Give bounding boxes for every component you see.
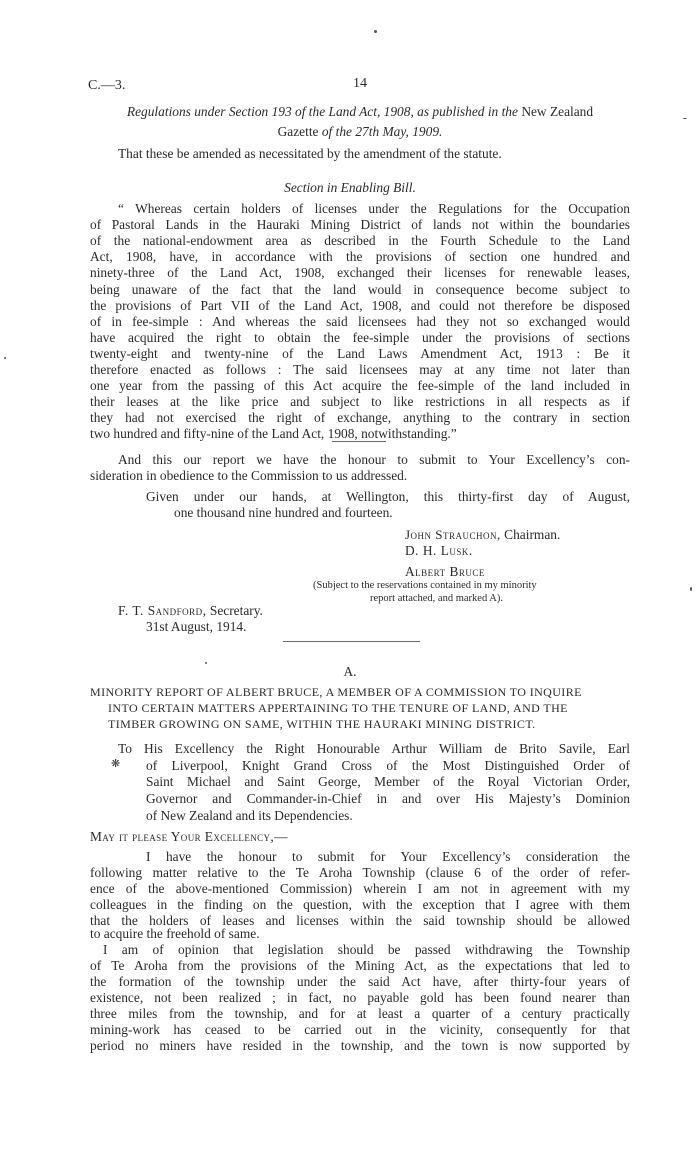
enabling-bill-line: their leases at the like price and subject to like restrictions in all respects as if xyxy=(90,394,630,410)
address-line: of Liverpool, Knight Grand Cross of the Most Distinguished Order of xyxy=(146,757,630,773)
address-line: Saint Michael and Saint George, Member of the Royal Victorian Order, xyxy=(146,774,630,790)
given-under-line2: one thousand nine hundred and fourteen. xyxy=(174,505,393,520)
chairman-name: John Strauchon, xyxy=(405,527,501,542)
minority-title-line2: INTO CERTAIN MATTERS APPERTAINING TO THE TENURE OF LAND, AND THE xyxy=(108,701,568,715)
regulations-heading-roman: New Zealand xyxy=(521,104,594,119)
secretary-name: F. T. Sandford, xyxy=(118,603,207,618)
paragraph-2-line: three miles from the township, and for at least a quarter of a century practically xyxy=(90,1006,630,1021)
scan-speck xyxy=(4,357,6,359)
secretary-title: Secretary. xyxy=(209,603,263,618)
paragraph-1-line: that the holders of leases and licenses within the said township should be allowed xyxy=(90,913,630,928)
enabling-bill-line: they had not exercised the right of exchange, anything to the contrary in section xyxy=(90,410,630,426)
paragraph-1-line: colleagues in the finding on the question, with the exception that I agree with them xyxy=(90,897,630,912)
paragraph-2-line: mining-work has ceased to be carried out in the vicinity, consequently for that xyxy=(90,1022,630,1037)
enabling-bill-line: therefore enacted as follows : The said licensees may at any time not later than xyxy=(90,362,630,377)
reservation-note-line1: (Subject to the reservations contained in my minority xyxy=(313,580,537,591)
secretary-date: 31st August, 1914. xyxy=(146,619,247,634)
report-line1: And this our report we have the honour to submit to Your Excellency’s con- xyxy=(118,452,630,467)
divider-rule-long xyxy=(283,641,420,642)
minority-title-line3: TIMBER GROWING ON SAME, WITHIN THE HAURAKI MINING DISTRICT. xyxy=(108,717,536,731)
paragraph-2-line: period no miners have resided in the township, and the town is now supported by xyxy=(90,1038,630,1053)
scan-speck xyxy=(683,118,687,119)
page-number: 14 xyxy=(353,76,367,91)
salutation: May it please Your Excellency,— xyxy=(90,829,288,844)
gazette-label: Gazette xyxy=(277,124,319,139)
regulations-heading-line2 xyxy=(90,124,630,140)
secretary-line xyxy=(118,603,263,619)
address-line: To His Excellency the Right Honourable Arthur William de Brito Savile, Earl xyxy=(118,741,630,756)
enabling-bill-line: “ Whereas certain holders of licenses under the Regulations for the Occupation xyxy=(118,201,630,216)
minority-title-line1: MINORITY REPORT OF ALBERT BRUCE, A MEMBER OF A COMMISSION TO INQUIRE xyxy=(90,685,582,699)
gazette-date: of the 27th May, 1909. xyxy=(321,124,443,139)
enabling-bill-line: ninety-three of the Land Act, 1908, exchanged their licenses for renewable leases, xyxy=(90,265,630,281)
chairman-title: Chairman. xyxy=(504,527,561,542)
signatory-chairman xyxy=(405,527,560,543)
paragraph-1-last-line: to acquire the freehold of same. xyxy=(90,926,260,941)
enabling-bill-line: of the national-endowment area as described in the Fourth Schedule to the Land xyxy=(90,233,630,249)
scan-speck xyxy=(374,30,377,33)
enabling-bill-heading: Section in Enabling Bill. xyxy=(284,180,416,195)
enabling-bill-line: twenty-eight and twenty-nine of the Land Laws Amendment Act, 1913 : Be it xyxy=(90,345,630,361)
divider-rule xyxy=(332,441,386,442)
address-last-line: of New Zealand and its Dependencies. xyxy=(146,808,353,823)
enabling-bill-line: the provisions of Part VII of the Land Act, 1908, and could not therefore be disposed xyxy=(90,297,630,313)
enabling-bill-line: of Pastoral Lands in the Hauraki Mining District of lands not within the boundaries xyxy=(90,217,630,233)
paragraph-2-line: existence, not been realized ; in fact, no payable gold has been found nearer than xyxy=(90,990,630,1005)
paragraph-2-line: the formation of the township under the said Act have, after thirty-four years of xyxy=(90,974,630,989)
enabling-bill-line: Act, 1908, have, in accordance with the provisions of section one hundred and xyxy=(90,249,630,265)
given-under-line1: Given under our hands, at Wellington, this thirty-first day of August, xyxy=(146,489,630,504)
scan-speck xyxy=(690,587,692,591)
paragraph-1-line: ence of the above-mentioned Commission) wherein I am not in agreement with my xyxy=(90,881,630,896)
signatory-bruce: Albert Bruce xyxy=(405,564,485,579)
enabling-bill-line: have acquired the right to obtain the fee-simple under the provisions of sections xyxy=(90,329,630,345)
ornament-icon: ❋ xyxy=(111,758,121,770)
document-reference: C.—3. xyxy=(88,78,126,93)
address-line: Governor and Commander-in-Chief in and over His Majesty’s Dominion xyxy=(146,790,630,806)
signatory-lusk: D. H. Lusk. xyxy=(405,543,473,558)
regulations-heading-line1 xyxy=(90,104,630,120)
paragraph-2-line: of Te Aroha from the provisions of the Mining Act, as the expectations that led to xyxy=(90,958,630,973)
paragraph-1-line: following matter relative to the Te Aroha Township (clause 6 of the order of refer- xyxy=(90,865,630,880)
report-line2: sideration in obedience to the Commission to us addressed. xyxy=(90,468,408,483)
enabling-bill-line: being unaware of the fact that the land would in consequence become subject to xyxy=(90,281,630,297)
enabling-bill-line: one year from the passing of this Act acquire the fee-simple of the land included in xyxy=(90,378,630,394)
paragraph-1-line: I have the honour to submit for Your Excellency’s consideration the xyxy=(146,849,630,864)
enabling-bill-line: of in fee-simple : And whereas the said licensees had they not so exchanged would xyxy=(90,313,630,329)
paragraph-2-line: I am of opinion that legislation should be passed withdrawing the Township xyxy=(103,942,630,957)
regulations-heading-italic: Regulations under Section 193 of the Land Act, 1908, as published in the xyxy=(126,104,518,119)
section-a-heading: A. xyxy=(343,664,357,679)
regulations-amendment: That these be amended as necessitated by the amendment of the statute. xyxy=(118,146,502,161)
reservation-note-line2: report attached, and marked A). xyxy=(370,593,503,604)
enabling-bill-last-line: two hundred and fifty-nine of the Land Act, 1908, notwithstanding.” xyxy=(90,426,457,441)
